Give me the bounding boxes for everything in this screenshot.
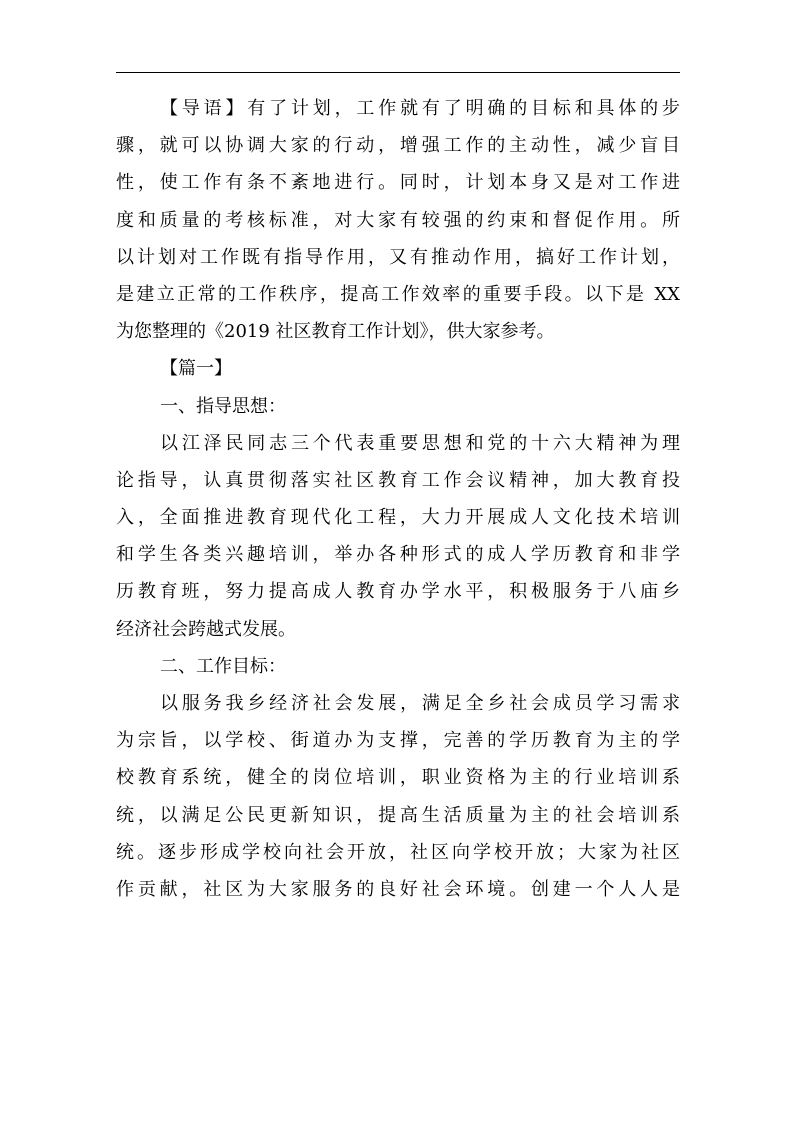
section2-line-3: 校教育系统，健全的岗位培训，职业资格为主的行业培训系 [116, 767, 680, 789]
part-heading: 【篇一】 [160, 358, 232, 380]
section1-line-4: 和学生各类兴趣培训，举办各种形式的成人学历教育和非学 [116, 544, 680, 566]
section1-line-5: 历教育班，努力提高成人教育办学水平，积极服务于八庙乡 [116, 581, 680, 603]
header-rule [116, 72, 680, 73]
intro-line-7: 为您整理的《2019 社区教育工作计划》，供大家参考。 [116, 321, 555, 343]
section2-line-4: 统，以满足公民更新知识，提高生活质量为主的社会培训系 [116, 804, 680, 826]
intro-line-2: 骤，就可以协调大家的行动，增强工作的主动性，减少盲目 [116, 135, 680, 157]
intro-line-1: 【导语】有了计划，工作就有了明确的目标和具体的步 [160, 98, 680, 119]
section2-line-6: 作贡献，社区为大家服务的良好社会环境。创建一个人人是 [116, 878, 680, 900]
section1-heading: 一、指导思想： [160, 395, 286, 417]
section1-line-2: 论指导，认真贯彻落实社区教育工作会议精神，加大教育投 [116, 469, 680, 491]
intro-line-6: 是建立正常的工作秩序，提高工作效率的重要手段。以下是 XX [116, 283, 680, 305]
intro-line-3: 性，使工作有条不紊地进行。同时，计划本身又是对工作进 [116, 172, 680, 194]
section1-line-6: 经济社会跨越式发展。 [116, 618, 296, 640]
section1-line-1: 以江泽民同志三个代表重要思想和党的十六大精神为理 [160, 432, 680, 454]
section2-heading: 二、工作目标： [160, 655, 286, 677]
intro-line-5: 以计划对工作既有指导作用，又有推动作用，搞好工作计划， [116, 246, 680, 268]
document-body [116, 95, 680, 913]
section1-line-3: 入，全面推进教育现代化工程，大力开展成人文化技术培训 [116, 507, 680, 529]
section2-line-1: 以服务我乡经济社会发展，满足全乡社会成员学习需求 [160, 693, 680, 714]
section2-line-5: 统。逐步形成学校向社会开放，社区向学校开放；大家为社区 [116, 841, 680, 863]
intro-line-4: 度和质量的考核标准，对大家有较强的约束和督促作用。所 [116, 209, 680, 231]
section2-line-2: 为宗旨，以学校、街道办为支撑，完善的学历教育为主的学 [116, 730, 680, 752]
